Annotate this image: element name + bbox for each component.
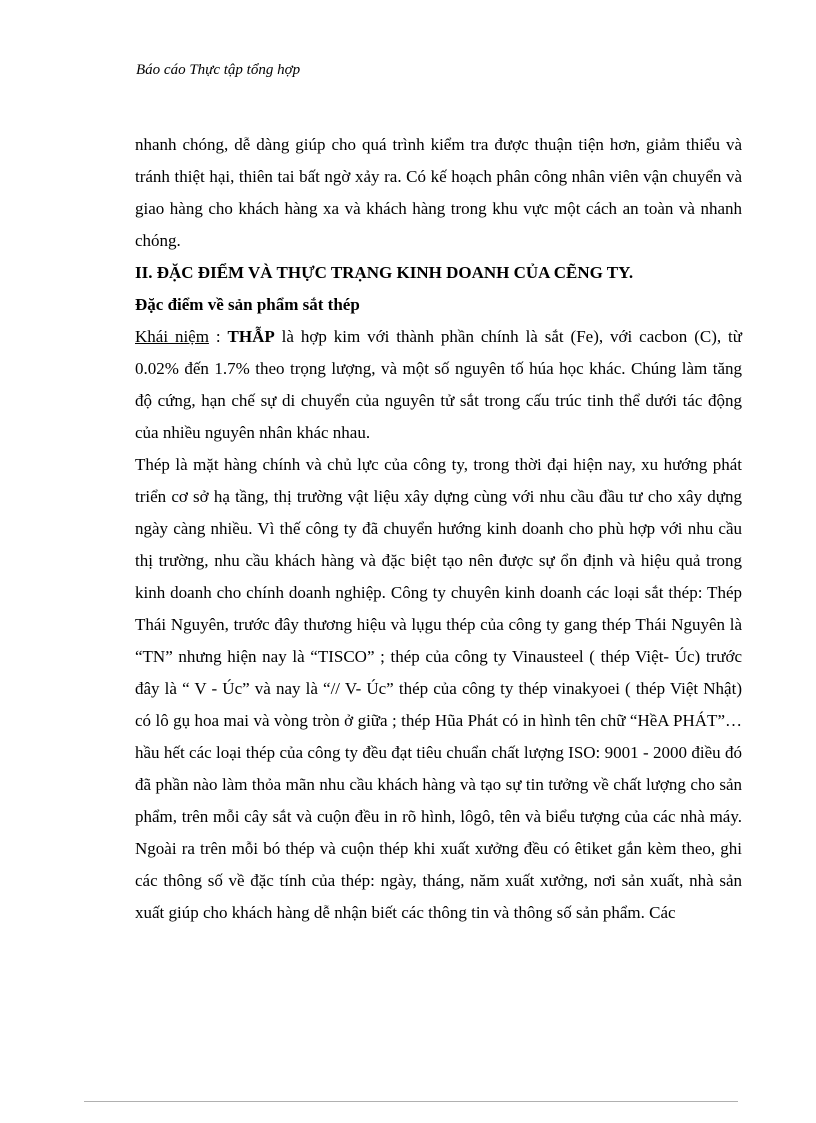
subsection-heading: Đặc điểm về sản phẩm sắt thép (135, 295, 360, 314)
document-body (135, 129, 742, 929)
footer-divider (84, 1101, 738, 1102)
definition-separator: : (208, 327, 228, 346)
section-heading: II. ĐẶC ĐIỂM VÀ THỰC TRẠNG KINH DOANH CỦA CẼNG TY. (135, 263, 634, 282)
paragraph-intro: nhanh chóng, dễ dàng giúp cho quá trình kiểm tra được thuận tiện hơn, giảm thiểu và tránh thiệt hại, thiên tai bất ngờ xảy ra. Có kế hoạch phân công nhân viên vận chuyển và giao hàng cho khách hàng xa và khách hàng trong khu vực một cách an toàn và nhanh chóng. (135, 135, 742, 250)
header-title: Báo cáo Thực tập tổng hợp (136, 62, 301, 78)
page-header (136, 62, 300, 79)
paragraph-main: Thép là mặt hàng chính và chủ lực của công ty, trong thời đại hiện nay, xu hướng phát triển cơ sở hạ tầng, thị trường vật liệu xây dựng cùng với nhu cầu đầu tư cho xây dựng ngày càng nhiều. Vì thế công ty đã chuyển hướng kinh doanh cho phù hợp với nhu cầu thị trường, nhu cầu khách hàng và đặc biệt tạo nên được sự ổn định và hiệu quả trong kinh doanh cho chính doanh nghiệp. Công ty chuyên kinh doanh các loại sắt thép: Thép Thái Nguyên, trước đây thương hiệu và lụgu thép của công ty gang thép Thái Nguyên là “TN” nhưng hiện nay là “TISCO” ; thép của công ty Vinausteel ( thép Việt- Úc) trước đây là “ V - Úc” và nay là “// V- Úc” thép của công ty thép vinakyoei ( thép Việt Nhật) có lô gụ hoa mai và vòng tròn ở giữa ; thép Hũa Phát có in hình tên chữ “HềA PHÁT”…hầu hết các loại thép của công ty đều đạt tiêu chuẩn chất lượng ISO: 9001 - 2000 điều đó đã phần nào làm thỏa mãn nhu cầu khách hàng và tạo sự tin tưởng về chất lượng cho sản phẩm, trên mỗi cây sắt và cuộn đều in rõ hình, lôgô, tên và biểu tượng của các nhà máy. Ngoài ra trên mỗi bó thép và cuộn thép khi xuất xưởng đều có êtiket gắn kèm theo, ghi các thông số về đặc tính của thép: ngày, tháng, năm xuất xưởng, nơi sản xuất, nhà sản xuất giúp cho khách hàng dễ nhận biết các thông tin và thông số sản phẩm. Các (135, 455, 742, 922)
definition-term: THẪP (227, 327, 275, 346)
paragraph-definition (135, 321, 742, 449)
definition-body: là hợp kim với thành phần chính là sắt (Fe), với cacbon (C), từ 0.02% đến 1.7% theo trọng lượng, và một số nguyên tố húa học khác. Chúng làm tăng độ cứng, hạn chế sự di chuyển của nguyên tử sắt trong cấu trúc tinh thể dưới tác động của nhiều nguyên nhân khác nhau. (135, 327, 742, 442)
definition-label: Khái niệm (135, 327, 209, 346)
